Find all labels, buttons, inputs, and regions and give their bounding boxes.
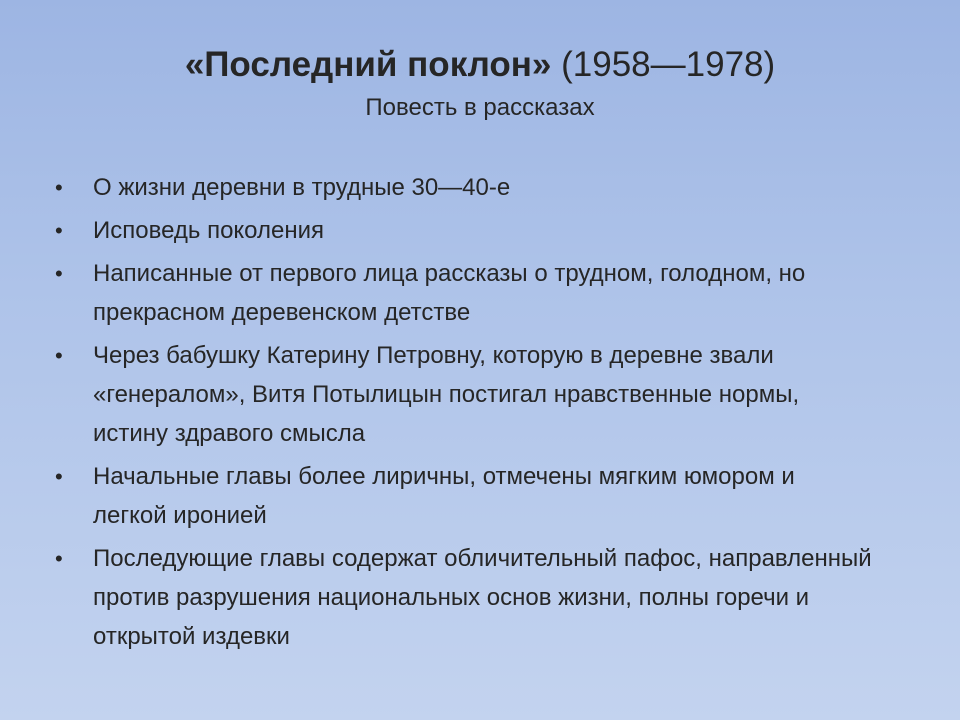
bullet-text: Последующие главы содержат обличительный пафос, направленный против разрушения национальных основ жизни, полны горечи и открытой издевки xyxy=(93,545,872,650)
bullet-item-3 xyxy=(55,254,875,332)
page-title xyxy=(0,40,960,90)
bullet-icon: • xyxy=(55,464,63,489)
bullet-text: Через бабушку Катерину Петровну, которую в деревне звали «генералом», Витя Потылицын постигал нравственные нормы, истину здравого смысла xyxy=(93,342,800,447)
bullet-item-5 xyxy=(55,457,875,535)
bullet-text: О жизни деревни в трудные 30—40-е xyxy=(93,174,511,201)
bullet-item-4 xyxy=(55,336,875,453)
subtitle: Повесть в рассказах xyxy=(365,94,595,121)
bullet-icon: • xyxy=(55,218,63,243)
bullet-icon: • xyxy=(55,546,63,571)
bullet-icon: • xyxy=(55,261,63,286)
title-block xyxy=(0,40,960,123)
bullet-item-6 xyxy=(55,539,875,656)
title-years: (1958—1978) xyxy=(561,45,776,84)
title-main: «Последний поклон» xyxy=(184,45,552,84)
bullet-text: Исповедь поколения xyxy=(93,217,325,244)
bullet-text: Начальные главы более лиричны, отмечены мягким юмором и легкой иронией xyxy=(93,463,795,529)
bullet-list xyxy=(55,168,875,660)
bullet-icon: • xyxy=(55,343,63,368)
bullet-icon: • xyxy=(55,175,63,200)
bullet-item-2 xyxy=(55,211,875,250)
bullet-text: Написанные от первого лица рассказы о трудном, голодном, но прекрасном деревенском детстве xyxy=(93,260,806,326)
bullet-item-1 xyxy=(55,168,875,207)
